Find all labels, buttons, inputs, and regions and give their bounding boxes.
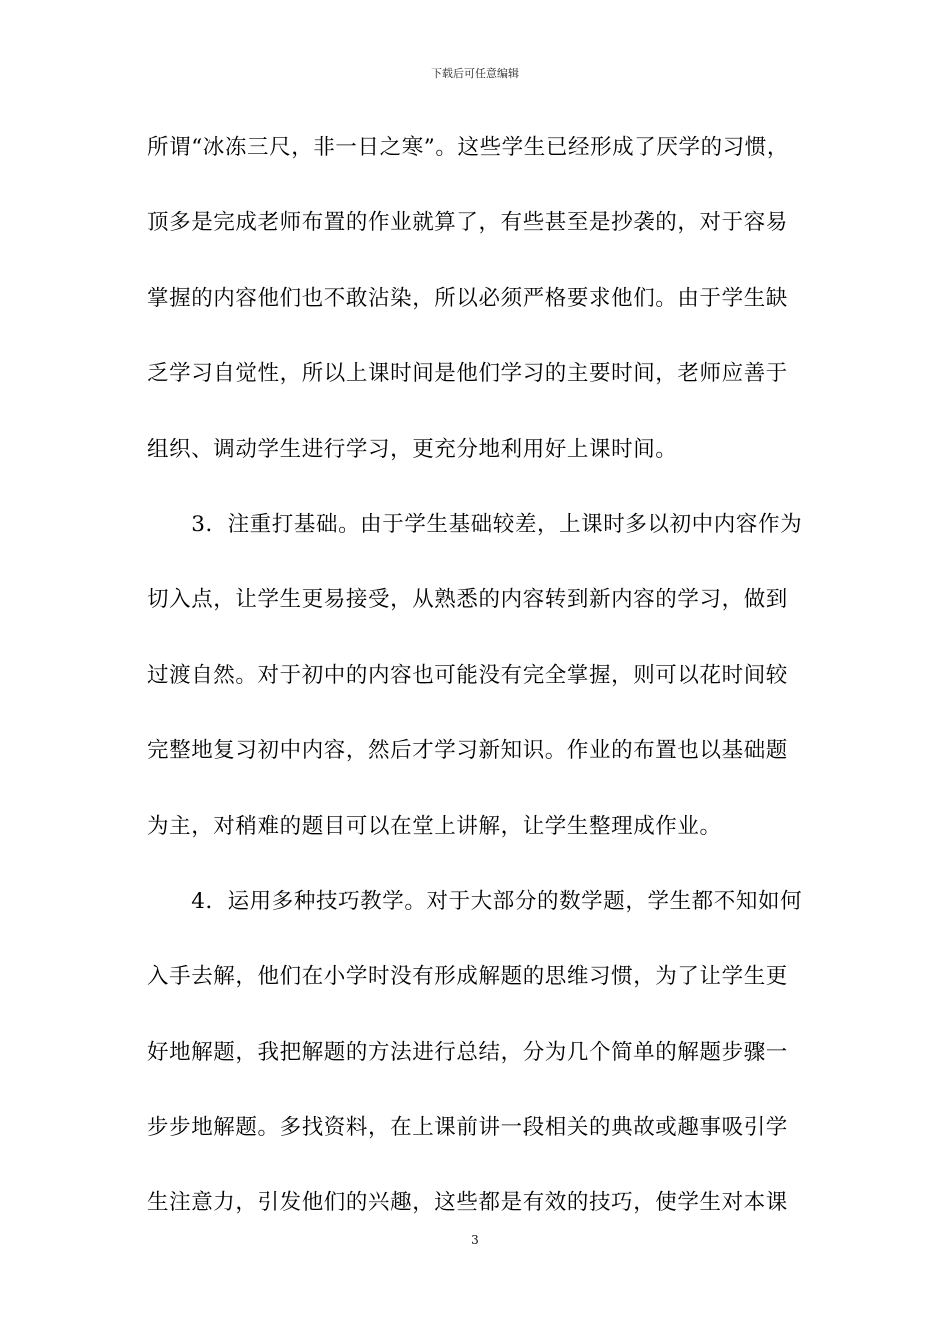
text-line: 过渡自然。对于初中的内容也可能没有完全掌握，则可以花时间较 bbox=[147, 662, 788, 688]
text-line: 3．注重打基础。由于学生基础较差，上课时多以初中内容作为 bbox=[147, 511, 803, 537]
text-line: 掌握的内容他们也不敢沾染，所以必须严格要求他们。由于学生缺 bbox=[147, 285, 788, 311]
text-line: 顶多是完成老师布置的作业就算了，有些甚至是抄袭的，对于容易 bbox=[147, 210, 788, 236]
text-line: 切入点，让学生更易接受，从熟悉的内容转到新内容的学习，做到 bbox=[147, 587, 788, 613]
document-body bbox=[147, 128, 807, 1259]
text-line: 入手去解，他们在小学时没有形成解题的思维习惯，为了让学生更 bbox=[147, 964, 788, 990]
text-line: 乏学习自觉性，所以上课时间是他们学习的主要时间，老师应善于 bbox=[147, 361, 788, 387]
text-line: 组织、调动学生进行学习，更充分地利用好上课时间。 bbox=[147, 436, 678, 462]
page-number: 3 bbox=[471, 1233, 479, 1247]
text-line: 4．运用多种技巧教学。对于大部分的数学题，学生都不知如何 bbox=[147, 888, 803, 914]
text-line: 完整地复习初中内容，然后才学习新知识。作业的布置也以基础题 bbox=[147, 738, 788, 764]
text-line: 步步地解题。多找资料，在上课前讲一段相关的典故或趣事吸引学 bbox=[147, 1115, 788, 1141]
text-line: 所谓“冰冻三尺，非一日之寒”。这些学生已经形成了厌学的习惯， bbox=[147, 135, 789, 160]
text-line: 为主，对稍难的题目可以在堂上讲解，让学生整理成作业。 bbox=[147, 813, 722, 839]
text-line: 好地解题，我把解题的方法进行总结，分为几个简单的解题步骤一 bbox=[147, 1039, 788, 1065]
page-header-note: 下载后可任意编辑 bbox=[431, 67, 519, 80]
text-line: 生注意力，引发他们的兴趣，这些都是有效的技巧，使学生对本课 bbox=[147, 1190, 788, 1216]
